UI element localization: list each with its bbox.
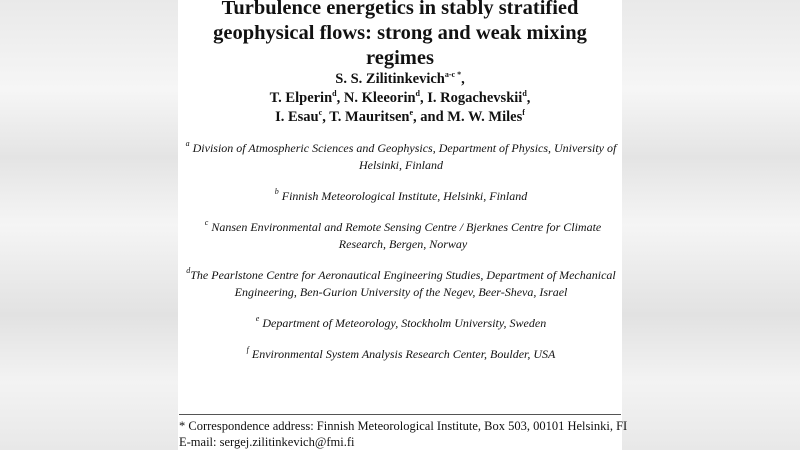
author-name: S. S. Zilitinkevich <box>335 71 445 87</box>
author-affiliation-mark: c <box>318 108 323 117</box>
affiliation-e: $^e$ Department of Meteorology, Stockholm University, Sweden <box>255 314 547 330</box>
paper-title <box>178 0 622 71</box>
title-line: geophysical flows: strong and weak mixing regimes <box>213 22 587 69</box>
footnote-divider <box>179 414 621 415</box>
author-list <box>178 70 622 127</box>
author-affiliation-mark: d <box>522 89 527 98</box>
author-name: I. Esau <box>275 109 319 125</box>
author-line <box>178 89 622 108</box>
author-separator: , <box>420 90 428 106</box>
affiliation-f: $^f$ Environmental System Analysis Research Center, Boulder, USA <box>246 345 556 361</box>
author-separator: , and <box>413 109 448 125</box>
title-line: Turbulence energetics in stably stratified <box>221 0 579 19</box>
author-name: T. Elperin <box>269 90 333 106</box>
author-name: N. Kleeorin <box>343 90 416 106</box>
author-affiliation-mark: f <box>522 108 525 117</box>
author-separator: , <box>461 71 465 87</box>
paper-page <box>178 0 628 450</box>
email-note: E-mail: sergej.zilitinkevich@fmi.fi <box>179 435 355 449</box>
affiliation-b: $^b$ Finnish Meteorological Institute, Helsinki, Finland <box>274 187 528 203</box>
author-line <box>178 108 622 127</box>
author-affiliation-mark: a-c * <box>444 70 462 79</box>
affiliation-d: $^d$The Pearlstone Centre for Aeronautical Engineering Studies, Department of Mechanical Engineering, Ben-Gurion University of the Negev, Beer-Sheva, Israel <box>186 266 616 299</box>
affiliation-a: $^a$ Division of Atmospheric Sciences and Geophysics, Department of Physics, University of Helsinki, Finland <box>185 139 617 172</box>
author-affiliation-mark: d <box>415 89 420 98</box>
author-name: M. W. Miles <box>447 109 523 125</box>
author-name: I. Rogachevskii <box>427 90 523 106</box>
author-line <box>178 70 622 89</box>
author-name: T. Mauritsen <box>329 109 410 125</box>
author-affiliation-mark: e <box>409 108 414 117</box>
author-separator: , <box>322 109 330 125</box>
author-separator: , <box>336 90 344 106</box>
author-affiliation-mark: d <box>332 89 337 98</box>
author-separator: , <box>526 90 531 106</box>
affiliation-c: $^c$ Nansen Environmental and Remote Sensing Centre / Bjerknes Centre for Climate Research, Bergen, Norway <box>204 218 602 251</box>
correspondence-note: * Correspondence address: Finnish Meteorological Institute, Box 503, 00101 Helsinki, FI <box>179 419 628 433</box>
